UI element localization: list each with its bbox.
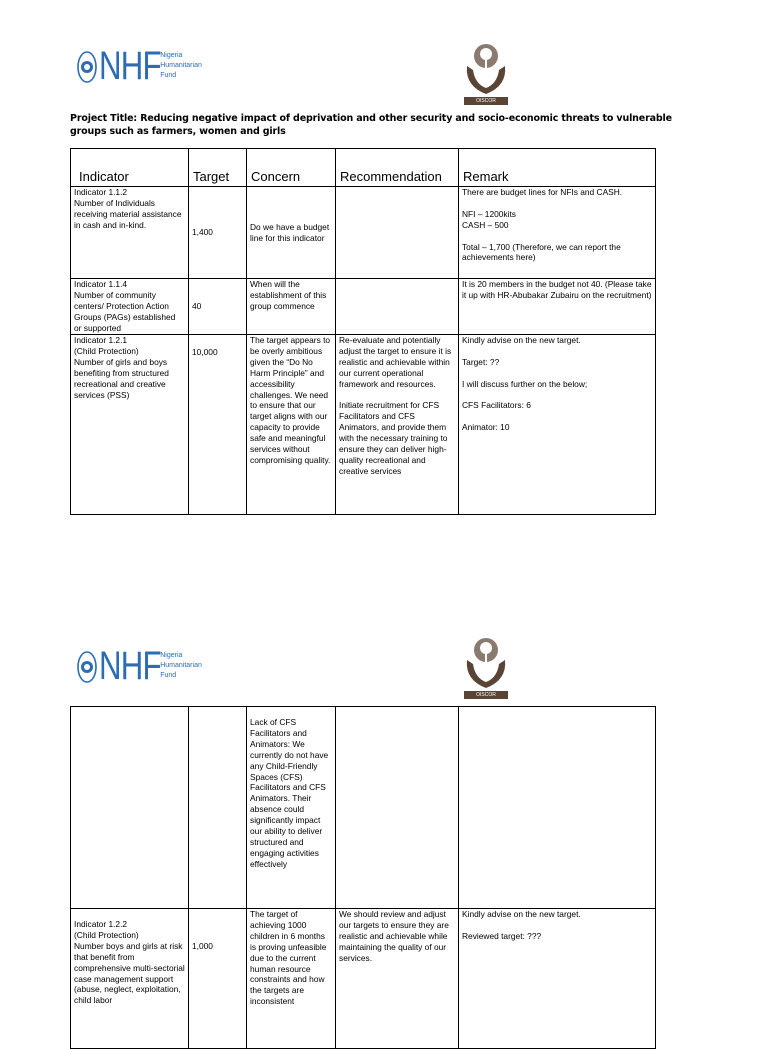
target-cell: 40 [189,279,247,335]
table-row [71,279,656,335]
table-row [71,909,656,1049]
indicator-cell: Indicator 1.1.4 Number of community centers/ Protection Action Groups (PAGs) established or supported [71,279,189,335]
col-header-recommendation: Recommendation [336,149,459,187]
remark-cell: Kindly advise on the new target. Reviewed target: ??? [459,909,656,1049]
col-header-indicator: Indicator [71,149,189,187]
oiscor-logo [461,36,511,108]
col-header-concern: Concern [247,149,336,187]
oiscor-label: OISCOR [464,691,508,699]
un-emblem-icon [77,649,97,683]
indicator-table-continued [70,706,656,1049]
nhf-logo [77,646,202,686]
nhf-logo [77,46,202,86]
concern-cell: The target appears to be overly ambitious given the “Do No Harm Principle” and accessibility challenges. We need to ensure that our target aligns with our capacity to provide safe and meaningful services without compromising quality. [247,335,336,515]
oiscor-label: OISCOR [464,97,508,105]
remark-cell: There are budget lines for NFIs and CASH. NFI – 1200kits CASH – 500 Total – 1,700 (Therefore, we can report the achievements here) [459,187,656,279]
page-header [0,632,768,712]
recommendation-cell [336,187,459,279]
oiscor-logo [461,630,511,702]
indicator-cell: Indicator 1.2.1 (Child Protection) Number of girls and boys benefiting from structured recreational and creative services (PSS) [71,335,189,515]
target-cell [189,707,247,909]
project-title: Project Title: Reducing negative impact of deprivation and other security and socio-economic threats to vulnerable groups such as farmers, women and girls [70,113,672,137]
nhf-full-name: Nigeria Humanitarian Fund [160,652,202,679]
target-cell: 1,400 [189,187,247,279]
remark-cell: It is 20 members in the budget not 40. (Please take it up with HR-Abubakar Zubairu on the recruitment) [459,279,656,335]
concern-cell: The target of achieving 1000 children in 6 months is proving unfeasible due to the current human resource constraints and how the targets are inconsistent [247,909,336,1049]
hands-logo-icon [461,36,511,98]
indicator-cell: Indicator 1.1.2 Number of Individuals receiving material assistance in cash and in-kind. [71,187,189,279]
recommendation-cell [336,279,459,335]
indicator-cell [71,707,189,909]
remark-cell: Kindly advise on the new target. Target: ?? I will discuss further on the below; CFS Facilitators: 6 Animator: 10 [459,335,656,515]
recommendation-cell: Re-evaluate and potentially adjust the target to ensure it is realistic and achievable within our current operational framework and resources. Initiate recruitment for CFS Facilitators and CFS Animators, and provide them with the necessary training to ensure they can deliver high-quality recreational and creative services [336,335,459,515]
recommendation-cell: We should review and adjust our targets to ensure they are realistic and achievable while maintaining the quality of our services. [336,909,459,1049]
recommendation-cell [336,707,459,909]
remark-cell [459,707,656,909]
nhf-full-name: Nigeria Humanitarian Fund [160,52,202,79]
col-header-remark: Remark [459,149,656,187]
indicator-cell: Indicator 1.2.2 (Child Protection) Number boys and girls at risk that benefit from comprehensive multi-sectorial case management support (abuse, neglect, exploitation, child labor [71,909,189,1049]
concern-cell: Do we have a budget line for this indicator [247,187,336,279]
concern-cell: When will the establishment of this group commence [247,279,336,335]
table-row [71,335,656,515]
table-row [71,707,656,909]
target-cell: 1,000 [189,909,247,1049]
page-header [0,32,768,112]
indicator-table [70,148,656,515]
nhf-abbreviation: NHF [99,44,161,88]
table-header-row [71,149,656,187]
un-emblem-icon [77,49,97,83]
concern-cell: Lack of CFS Facilitators and Animators: We currently do not have any Child-Friendly Spaces (CFS) Facilitators and CFS Animators. Their absence could significantly impact our ability to deliver structured and engaging activities effectively [247,707,336,909]
hands-logo-icon [461,630,511,692]
table-row [71,187,656,279]
col-header-target: Target [189,149,247,187]
nhf-abbreviation: NHF [99,644,161,688]
target-cell: 10,000 [189,335,247,515]
